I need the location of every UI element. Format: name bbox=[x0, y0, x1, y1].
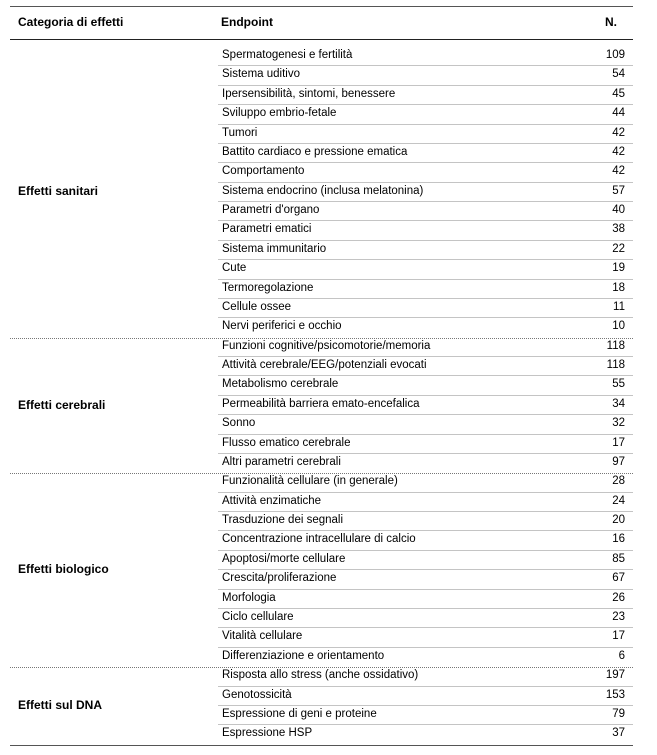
table-row bbox=[218, 590, 633, 609]
count-cell: 10 bbox=[612, 320, 625, 333]
table-row bbox=[218, 473, 633, 492]
endpoint-cell: Sviluppo embrio-fetale bbox=[222, 107, 337, 120]
count-cell: 23 bbox=[612, 610, 625, 623]
count-cell: 85 bbox=[612, 552, 625, 565]
endpoint-cell: Risposta allo stress (anche ossidativo) bbox=[222, 669, 419, 682]
count-cell: 44 bbox=[612, 107, 625, 120]
count-cell: 16 bbox=[612, 533, 625, 546]
bottom-rule bbox=[10, 745, 633, 746]
count-cell: 67 bbox=[612, 572, 625, 585]
table-row bbox=[218, 396, 633, 415]
count-cell: 109 bbox=[605, 49, 625, 61]
endpoint-cell: Altri parametri cerebrali bbox=[222, 455, 341, 468]
header-endpoint: Endpoint bbox=[221, 15, 273, 29]
category-group bbox=[10, 338, 633, 474]
endpoint-cell: Genotossicità bbox=[222, 688, 292, 701]
endpoint-cell: Espressione di geni e proteine bbox=[222, 707, 377, 720]
endpoint-cell: Parametri d'organo bbox=[222, 204, 320, 216]
table-row bbox=[218, 66, 633, 85]
category-group bbox=[10, 473, 633, 667]
endpoint-rows bbox=[218, 473, 633, 667]
count-cell: 118 bbox=[606, 339, 625, 352]
endpoint-cell: Flusso ematico cerebrale bbox=[222, 436, 351, 449]
table-row bbox=[218, 202, 633, 221]
endpoint-cell: Attività cerebrale/EEG/potenziali evocati bbox=[222, 359, 427, 372]
table-row bbox=[218, 570, 633, 589]
count-cell: 20 bbox=[612, 514, 625, 527]
endpoint-cell: Parametri ematici bbox=[222, 223, 312, 236]
category-label: Effetti sanitari bbox=[18, 184, 99, 199]
endpoint-cell: Spermatogenesi e fertilità bbox=[222, 49, 353, 61]
count-cell: 6 bbox=[618, 649, 625, 662]
table-row bbox=[218, 144, 633, 163]
table-row bbox=[218, 125, 633, 144]
endpoint-cell: Differenziazione e orientamento bbox=[222, 649, 385, 662]
endpoint-cell: Metabolismo cerebrale bbox=[222, 378, 339, 391]
table-row bbox=[218, 667, 633, 686]
endpoint-cell: Trasduzione dei segnali bbox=[222, 514, 344, 527]
table-row bbox=[218, 260, 633, 279]
count-cell: 18 bbox=[612, 281, 625, 294]
endpoint-cell: Cellule ossee bbox=[222, 300, 292, 313]
count-cell: 28 bbox=[612, 475, 625, 488]
table-row bbox=[218, 725, 633, 744]
count-cell: 55 bbox=[612, 378, 625, 391]
endpoint-cell: Comportamento bbox=[222, 165, 305, 178]
count-cell: 22 bbox=[612, 242, 625, 255]
endpoint-cell: Sistema immunitario bbox=[222, 242, 327, 255]
count-cell: 19 bbox=[612, 262, 625, 275]
endpoint-cell: Crescita/proliferazione bbox=[222, 572, 337, 585]
header-n: N. bbox=[605, 15, 617, 29]
table-row bbox=[218, 105, 633, 124]
table-header bbox=[10, 6, 633, 39]
count-cell: 17 bbox=[612, 630, 625, 643]
endpoint-rows bbox=[218, 47, 633, 338]
endpoint-cell: Sistema endocrino (inclusa melatonina) bbox=[222, 184, 424, 197]
count-cell: 79 bbox=[612, 707, 625, 720]
count-cell: 32 bbox=[612, 417, 625, 430]
table-row bbox=[218, 551, 633, 570]
count-cell: 197 bbox=[605, 669, 625, 682]
endpoint-cell: Battito cardiaco e pressione ematica bbox=[222, 145, 408, 158]
category-label: Effetti cerebrali bbox=[18, 397, 106, 412]
count-cell: 54 bbox=[612, 68, 625, 81]
table-row bbox=[218, 687, 633, 706]
count-cell: 97 bbox=[612, 455, 625, 468]
table-row bbox=[218, 376, 633, 395]
endpoint-cell: Ciclo cellulare bbox=[222, 610, 294, 623]
count-cell: 26 bbox=[612, 591, 625, 604]
endpoint-cell: Espressione HSP bbox=[222, 727, 313, 740]
header-category: Categoria di effetti bbox=[18, 15, 124, 29]
endpoint-cell: Attività enzimatiche bbox=[222, 494, 322, 507]
table-row bbox=[218, 609, 633, 628]
endpoint-cell: Vitalità cellulare bbox=[222, 630, 303, 643]
endpoint-cell: Tumori bbox=[222, 126, 258, 139]
table-row bbox=[218, 163, 633, 182]
endpoint-cell: Ipersensibilità, sintomi, benessere bbox=[222, 87, 396, 100]
count-cell: 42 bbox=[612, 165, 625, 178]
header-rule bbox=[10, 39, 633, 40]
table-row bbox=[218, 454, 633, 473]
table-row bbox=[218, 86, 633, 105]
endpoint-cell: Concentrazione intracellulare di calcio bbox=[222, 533, 416, 546]
category-group bbox=[10, 667, 633, 745]
count-cell: 153 bbox=[605, 688, 625, 701]
count-cell: 40 bbox=[612, 204, 625, 216]
category-label: Effetti sul DNA bbox=[18, 697, 102, 712]
endpoint-cell: Permeabilità barriera emato-encefalica bbox=[222, 397, 420, 410]
count-cell: 57 bbox=[612, 184, 625, 197]
endpoint-cell: Cute bbox=[222, 262, 247, 275]
count-cell: 34 bbox=[612, 397, 625, 410]
endpoint-cell: Funzioni cognitive/psicomotorie/memoria bbox=[222, 339, 431, 352]
count-cell: 42 bbox=[612, 126, 625, 139]
table-row bbox=[218, 415, 633, 434]
table-row bbox=[218, 512, 633, 531]
table-row bbox=[218, 338, 633, 357]
endpoint-rows bbox=[218, 667, 633, 745]
endpoint-cell: Nervi periferici e occhio bbox=[222, 320, 342, 333]
table-row bbox=[218, 241, 633, 260]
count-cell: 42 bbox=[612, 145, 625, 158]
table-row bbox=[218, 531, 633, 550]
count-cell: 38 bbox=[612, 223, 625, 236]
endpoint-rows bbox=[218, 338, 633, 474]
table-row bbox=[218, 493, 633, 512]
table-row bbox=[218, 299, 633, 318]
table-row bbox=[218, 280, 633, 299]
table-row bbox=[218, 357, 633, 376]
table-row bbox=[218, 318, 633, 337]
count-cell: 11 bbox=[613, 300, 625, 313]
table-row bbox=[218, 648, 633, 667]
table-row bbox=[218, 628, 633, 647]
endpoint-cell: Sistema uditivo bbox=[222, 68, 300, 81]
table-row bbox=[218, 183, 633, 202]
endpoint-cell: Apoptosi/morte cellulare bbox=[222, 552, 346, 565]
count-cell: 17 bbox=[612, 436, 625, 449]
table-row bbox=[218, 435, 633, 454]
count-cell: 118 bbox=[606, 359, 625, 372]
category-label: Effetti biologico bbox=[18, 562, 109, 577]
table-row bbox=[218, 221, 633, 240]
count-cell: 45 bbox=[612, 87, 625, 100]
endpoint-cell: Termoregolazione bbox=[222, 281, 314, 294]
endpoint-cell: Sonno bbox=[222, 417, 256, 430]
count-cell: 24 bbox=[612, 494, 625, 507]
endpoint-cell: Funzionalità cellulare (in generale) bbox=[222, 475, 398, 488]
table-row bbox=[218, 706, 633, 725]
table-row bbox=[218, 47, 633, 66]
count-cell: 37 bbox=[612, 727, 625, 740]
category-group bbox=[10, 47, 633, 338]
endpoint-cell: Morfologia bbox=[222, 591, 276, 604]
